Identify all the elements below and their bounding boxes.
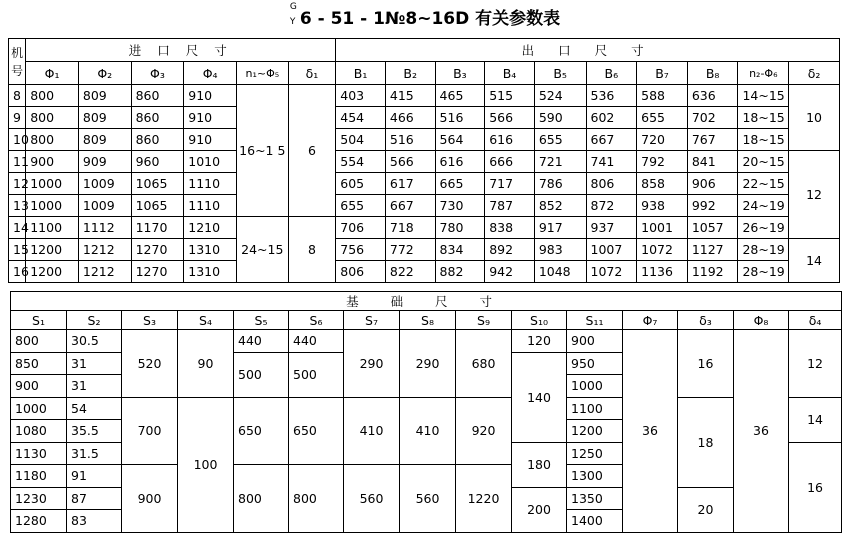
s4-cell: 100 bbox=[178, 397, 234, 532]
col-12-header: Φ₇ bbox=[623, 311, 678, 330]
b7-cell: 1136 bbox=[637, 261, 688, 283]
phi4-cell: 910 bbox=[184, 85, 237, 107]
col-d2: δ₂ bbox=[789, 62, 840, 85]
col-1-header: S₁ bbox=[11, 311, 67, 330]
table-row bbox=[9, 261, 840, 283]
s6-cell: 440 bbox=[289, 330, 344, 353]
phi2-cell: 1212 bbox=[78, 261, 131, 283]
s1-cell: 1230 bbox=[11, 487, 67, 510]
b4-cell: 616 bbox=[485, 129, 535, 151]
b3-cell: 780 bbox=[435, 217, 485, 239]
phi3-cell: 1065 bbox=[131, 173, 184, 195]
phi2-cell: 1009 bbox=[78, 195, 131, 217]
col-3-header: S₃ bbox=[122, 311, 178, 330]
b3-cell: 465 bbox=[435, 85, 485, 107]
outlet-header: 出 口 尺 寸 bbox=[336, 39, 840, 62]
b2-cell: 667 bbox=[385, 195, 435, 217]
s2-cell: 91 bbox=[67, 465, 122, 488]
s8-cell: 410 bbox=[400, 397, 456, 465]
page-title bbox=[0, 4, 850, 32]
phi4-cell: 1210 bbox=[184, 217, 237, 239]
s11-cell: 1350 bbox=[567, 487, 623, 510]
table-row bbox=[11, 397, 842, 420]
foundation-header: 基 础 尺 寸 bbox=[11, 292, 842, 311]
phi1-cell: 1100 bbox=[26, 217, 79, 239]
phi1-cell: 1000 bbox=[26, 173, 79, 195]
t2-header-row bbox=[11, 292, 842, 311]
phi1-cell: 900 bbox=[26, 151, 79, 173]
s1-cell: 1080 bbox=[11, 420, 67, 443]
col-6-header: S₆ bbox=[289, 311, 344, 330]
b6-cell: 1072 bbox=[586, 261, 637, 283]
b6-cell: 872 bbox=[586, 195, 637, 217]
s1-cell: 1180 bbox=[11, 465, 67, 488]
phi1-cell: 1000 bbox=[26, 195, 79, 217]
s11-cell: 1250 bbox=[567, 442, 623, 465]
b4-cell: 566 bbox=[485, 107, 535, 129]
s5-cell: 500 bbox=[234, 352, 289, 397]
d2-cell: 14 bbox=[789, 239, 840, 283]
phi4-cell: 1310 bbox=[184, 239, 237, 261]
s9-cell: 1220 bbox=[456, 465, 512, 533]
phi4-cell: 1110 bbox=[184, 195, 237, 217]
col-13-header: δ₃ bbox=[678, 311, 734, 330]
b5-cell: 1048 bbox=[534, 261, 586, 283]
b2-cell: 466 bbox=[385, 107, 435, 129]
s11-cell: 1400 bbox=[567, 510, 623, 533]
phi3-cell: 1065 bbox=[131, 195, 184, 217]
t2-col-row bbox=[11, 311, 842, 330]
b1-cell: 756 bbox=[336, 239, 386, 261]
title-gy-mark bbox=[289, 2, 300, 27]
title-sup: G bbox=[289, 2, 297, 12]
phi2-cell: 1112 bbox=[78, 217, 131, 239]
b1-cell: 655 bbox=[336, 195, 386, 217]
s1-cell: 900 bbox=[11, 375, 67, 398]
b6-cell: 937 bbox=[586, 217, 637, 239]
n2-cell: 18~15 bbox=[738, 129, 789, 151]
col-phi3: Φ₃ bbox=[131, 62, 184, 85]
s2-cell: 31.5 bbox=[67, 442, 122, 465]
b1-cell: 403 bbox=[336, 85, 386, 107]
b7-cell: 588 bbox=[637, 85, 688, 107]
phi1-cell: 1200 bbox=[26, 261, 79, 283]
machine-no: 14 bbox=[9, 217, 26, 239]
col-14-header: Φ₈ bbox=[734, 311, 789, 330]
s1-cell: 1000 bbox=[11, 397, 67, 420]
d3-cell: 20 bbox=[678, 487, 734, 532]
n1-cell: 24~15 bbox=[236, 217, 288, 283]
table-row bbox=[9, 129, 840, 151]
s8-cell: 290 bbox=[400, 330, 456, 398]
b3-cell: 516 bbox=[435, 107, 485, 129]
b2-cell: 516 bbox=[385, 129, 435, 151]
phi3-cell: 1170 bbox=[131, 217, 184, 239]
s2-cell: 83 bbox=[67, 510, 122, 533]
phi1-cell: 800 bbox=[26, 107, 79, 129]
b4-cell: 838 bbox=[485, 217, 535, 239]
n2-cell: 18~15 bbox=[738, 107, 789, 129]
b7-cell: 858 bbox=[637, 173, 688, 195]
phi1-cell: 800 bbox=[26, 129, 79, 151]
table-row bbox=[9, 85, 840, 107]
b7-cell: 655 bbox=[637, 107, 688, 129]
b4-cell: 666 bbox=[485, 151, 535, 173]
b5-cell: 917 bbox=[534, 217, 586, 239]
phi8-cell: 36 bbox=[734, 330, 789, 533]
phi4-cell: 910 bbox=[184, 107, 237, 129]
b6-cell: 1007 bbox=[586, 239, 637, 261]
b6-cell: 741 bbox=[586, 151, 637, 173]
b2-cell: 617 bbox=[385, 173, 435, 195]
s2-cell: 54 bbox=[67, 397, 122, 420]
phi4-cell: 1110 bbox=[184, 173, 237, 195]
col-7-header: S₇ bbox=[344, 311, 400, 330]
phi7-cell: 36 bbox=[623, 330, 678, 533]
table-row bbox=[11, 330, 842, 353]
b3-cell: 665 bbox=[435, 173, 485, 195]
d2-cell: 10 bbox=[789, 85, 840, 151]
col-b4: B₄ bbox=[485, 62, 535, 85]
s1-cell: 800 bbox=[11, 330, 67, 353]
n2-cell: 24~19 bbox=[738, 195, 789, 217]
s9-cell: 680 bbox=[456, 330, 512, 398]
table-row bbox=[9, 239, 840, 261]
s11-cell: 900 bbox=[567, 330, 623, 353]
inlet-outlet-table bbox=[8, 38, 840, 283]
b6-cell: 667 bbox=[586, 129, 637, 151]
s3-cell: 520 bbox=[122, 330, 178, 398]
n2-cell: 14~15 bbox=[738, 85, 789, 107]
b3-cell: 730 bbox=[435, 195, 485, 217]
s11-cell: 950 bbox=[567, 352, 623, 375]
d1-cell: 8 bbox=[288, 217, 336, 283]
b8-cell: 1192 bbox=[687, 261, 738, 283]
b1-cell: 605 bbox=[336, 173, 386, 195]
b3-cell: 564 bbox=[435, 129, 485, 151]
col-n2: n₂-Φ₆ bbox=[738, 62, 789, 85]
b5-cell: 590 bbox=[534, 107, 586, 129]
foundation-table bbox=[10, 291, 842, 533]
s7-cell: 560 bbox=[344, 465, 400, 533]
table-row bbox=[9, 151, 840, 173]
col-9-header: S₉ bbox=[456, 311, 512, 330]
b8-cell: 841 bbox=[687, 151, 738, 173]
col-b1: B₁ bbox=[336, 62, 386, 85]
title-sub: Y bbox=[289, 17, 296, 27]
b8-cell: 906 bbox=[687, 173, 738, 195]
col-b5: B₅ bbox=[534, 62, 586, 85]
phi2-cell: 809 bbox=[78, 85, 131, 107]
s10-cell: 140 bbox=[512, 352, 567, 442]
phi2-cell: 1212 bbox=[78, 239, 131, 261]
b6-cell: 602 bbox=[586, 107, 637, 129]
machine-no: 8 bbox=[9, 85, 26, 107]
phi3-cell: 1270 bbox=[131, 261, 184, 283]
n2-cell: 22~15 bbox=[738, 173, 789, 195]
s4-cell: 90 bbox=[178, 330, 234, 398]
s6-cell: 650 bbox=[289, 397, 344, 465]
b8-cell: 767 bbox=[687, 129, 738, 151]
b8-cell: 1057 bbox=[687, 217, 738, 239]
b7-cell: 1072 bbox=[637, 239, 688, 261]
machine-no: 13 bbox=[9, 195, 26, 217]
col-8-header: S₈ bbox=[400, 311, 456, 330]
table-row bbox=[9, 217, 840, 239]
table-row bbox=[9, 107, 840, 129]
b1-cell: 454 bbox=[336, 107, 386, 129]
t1-header-row bbox=[9, 39, 840, 62]
b1-cell: 706 bbox=[336, 217, 386, 239]
s10-cell: 200 bbox=[512, 487, 567, 532]
s5-cell: 440 bbox=[234, 330, 289, 353]
phi3-cell: 860 bbox=[131, 85, 184, 107]
title-text: 6 - 51 - 1№8~16D 有关参数表 bbox=[299, 9, 561, 29]
col-4-header: S₄ bbox=[178, 311, 234, 330]
b2-cell: 822 bbox=[385, 261, 435, 283]
s11-cell: 1300 bbox=[567, 465, 623, 488]
s2-cell: 35.5 bbox=[67, 420, 122, 443]
b1-cell: 504 bbox=[336, 129, 386, 151]
b2-cell: 772 bbox=[385, 239, 435, 261]
b5-cell: 786 bbox=[534, 173, 586, 195]
b5-cell: 852 bbox=[534, 195, 586, 217]
n2-cell: 26~19 bbox=[738, 217, 789, 239]
d4-cell: 12 bbox=[789, 330, 842, 398]
machine-no: 16 bbox=[9, 261, 26, 283]
s10-cell: 120 bbox=[512, 330, 567, 353]
jihao-header: 机号 bbox=[9, 39, 26, 85]
col-phi1: Φ₁ bbox=[26, 62, 79, 85]
s5-cell: 650 bbox=[234, 397, 289, 465]
b7-cell: 792 bbox=[637, 151, 688, 173]
b8-cell: 992 bbox=[687, 195, 738, 217]
b4-cell: 717 bbox=[485, 173, 535, 195]
s2-cell: 30.5 bbox=[67, 330, 122, 353]
phi1-cell: 1200 bbox=[26, 239, 79, 261]
col-phi2: Φ₂ bbox=[78, 62, 131, 85]
n2-cell: 28~19 bbox=[738, 261, 789, 283]
phi2-cell: 909 bbox=[78, 151, 131, 173]
col-15-header: δ₄ bbox=[789, 311, 842, 330]
b4-cell: 515 bbox=[485, 85, 535, 107]
b8-cell: 1127 bbox=[687, 239, 738, 261]
d2-cell: 12 bbox=[789, 151, 840, 239]
t2-body bbox=[11, 330, 842, 533]
s8-cell: 560 bbox=[400, 465, 456, 533]
d4-cell: 14 bbox=[789, 397, 842, 442]
machine-no: 15 bbox=[9, 239, 26, 261]
s10-cell: 180 bbox=[512, 442, 567, 487]
s3-cell: 900 bbox=[122, 465, 178, 533]
phi3-cell: 860 bbox=[131, 107, 184, 129]
n1-cell: 16~1 5 bbox=[236, 85, 288, 217]
b4-cell: 787 bbox=[485, 195, 535, 217]
phi3-cell: 960 bbox=[131, 151, 184, 173]
s3-cell: 700 bbox=[122, 397, 178, 465]
phi3-cell: 1270 bbox=[131, 239, 184, 261]
b6-cell: 536 bbox=[586, 85, 637, 107]
col-phi4: Φ₄ bbox=[184, 62, 237, 85]
col-b6: B₆ bbox=[586, 62, 637, 85]
s11-cell: 1100 bbox=[567, 397, 623, 420]
table-row bbox=[9, 173, 840, 195]
col-d1: δ₁ bbox=[288, 62, 336, 85]
s5-cell: 800 bbox=[234, 465, 289, 533]
b3-cell: 882 bbox=[435, 261, 485, 283]
phi2-cell: 1009 bbox=[78, 173, 131, 195]
s2-cell: 31 bbox=[67, 375, 122, 398]
t1-col-row bbox=[9, 62, 840, 85]
phi2-cell: 809 bbox=[78, 107, 131, 129]
b8-cell: 702 bbox=[687, 107, 738, 129]
phi4-cell: 1010 bbox=[184, 151, 237, 173]
b4-cell: 892 bbox=[485, 239, 535, 261]
col-10-header: S₁₀ bbox=[512, 311, 567, 330]
d3-cell: 16 bbox=[678, 330, 734, 398]
s1-cell: 850 bbox=[11, 352, 67, 375]
t1-body bbox=[9, 85, 840, 283]
s6-cell: 800 bbox=[289, 465, 344, 533]
b7-cell: 938 bbox=[637, 195, 688, 217]
b5-cell: 983 bbox=[534, 239, 586, 261]
col-b3: B₃ bbox=[435, 62, 485, 85]
b5-cell: 524 bbox=[534, 85, 586, 107]
b1-cell: 554 bbox=[336, 151, 386, 173]
s6-cell: 500 bbox=[289, 352, 344, 397]
col-5-header: S₅ bbox=[234, 311, 289, 330]
s2-cell: 87 bbox=[67, 487, 122, 510]
b7-cell: 720 bbox=[637, 129, 688, 151]
table-row bbox=[9, 195, 840, 217]
d1-cell: 6 bbox=[288, 85, 336, 217]
machine-no: 10 bbox=[9, 129, 26, 151]
n2-cell: 20~15 bbox=[738, 151, 789, 173]
col-b7: B₇ bbox=[637, 62, 688, 85]
b2-cell: 415 bbox=[385, 85, 435, 107]
s9-cell: 920 bbox=[456, 397, 512, 465]
b3-cell: 616 bbox=[435, 151, 485, 173]
s7-cell: 410 bbox=[344, 397, 400, 465]
b5-cell: 655 bbox=[534, 129, 586, 151]
b7-cell: 1001 bbox=[637, 217, 688, 239]
b4-cell: 942 bbox=[485, 261, 535, 283]
col-b8: B₈ bbox=[687, 62, 738, 85]
machine-no: 12 bbox=[9, 173, 26, 195]
machine-no: 11 bbox=[9, 151, 26, 173]
phi2-cell: 809 bbox=[78, 129, 131, 151]
col-b2: B₂ bbox=[385, 62, 435, 85]
b6-cell: 806 bbox=[586, 173, 637, 195]
phi4-cell: 1310 bbox=[184, 261, 237, 283]
s2-cell: 31 bbox=[67, 352, 122, 375]
col-2-header: S₂ bbox=[67, 311, 122, 330]
s1-cell: 1280 bbox=[11, 510, 67, 533]
phi1-cell: 800 bbox=[26, 85, 79, 107]
s11-cell: 1200 bbox=[567, 420, 623, 443]
n2-cell: 28~19 bbox=[738, 239, 789, 261]
d3-cell: 18 bbox=[678, 397, 734, 487]
col-11-header: S₁₁ bbox=[567, 311, 623, 330]
b2-cell: 718 bbox=[385, 217, 435, 239]
b5-cell: 721 bbox=[534, 151, 586, 173]
phi4-cell: 910 bbox=[184, 129, 237, 151]
col-n1: n₁~Φ₅ bbox=[236, 62, 288, 85]
inlet-header: 进 口 尺 寸 bbox=[26, 39, 336, 62]
b3-cell: 834 bbox=[435, 239, 485, 261]
s7-cell: 290 bbox=[344, 330, 400, 398]
s11-cell: 1000 bbox=[567, 375, 623, 398]
b2-cell: 566 bbox=[385, 151, 435, 173]
s1-cell: 1130 bbox=[11, 442, 67, 465]
machine-no: 9 bbox=[9, 107, 26, 129]
b8-cell: 636 bbox=[687, 85, 738, 107]
d4-cell: 16 bbox=[789, 442, 842, 532]
phi3-cell: 860 bbox=[131, 129, 184, 151]
b1-cell: 806 bbox=[336, 261, 386, 283]
